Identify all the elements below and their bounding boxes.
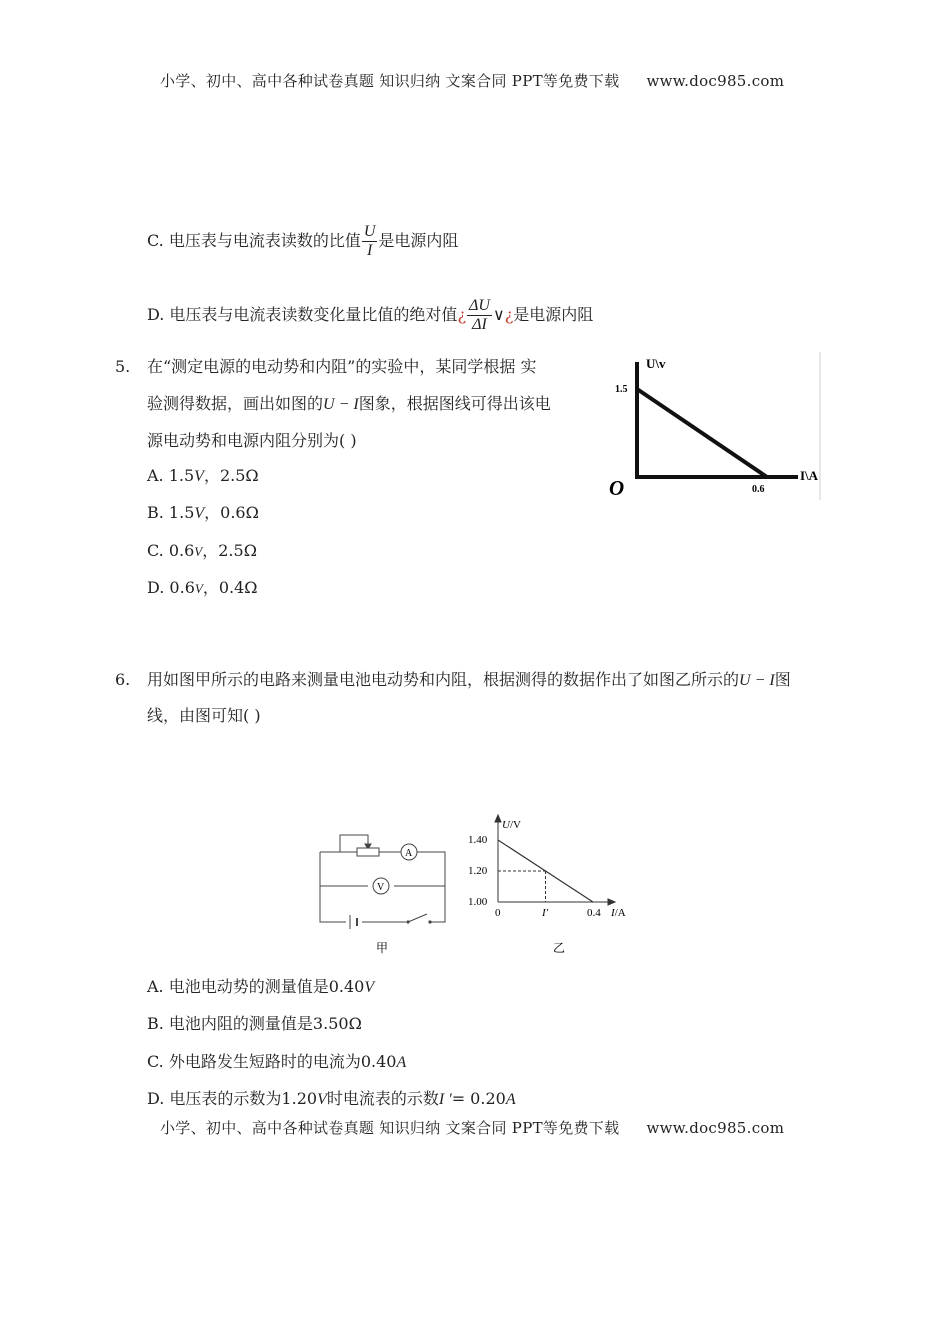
footer-url: www.doc985.com [646, 1119, 785, 1137]
rheostat-icon [357, 848, 379, 856]
fraction-du-over-di: $\frac{\Delta U}{\Delta I}$ [469, 297, 490, 333]
ammeter-label: A [405, 848, 413, 859]
q5-number: 5. [115, 357, 131, 376]
q6-y-tick-1-40: 1.40 [468, 834, 488, 846]
voltmeter-label: V [377, 882, 385, 893]
page-footer [160, 1117, 784, 1138]
q5-x-tick: 0.6 [752, 484, 765, 495]
q5-stem-line3: 源电动势和电源内阻分别为( ) [147, 431, 357, 450]
q6-option-d: D. 电压表的示数为1.20V时电流表的示数I ′= 0.20A [147, 1089, 516, 1108]
header-text: 小学、初中、高中各种试卷真题 知识归纳 文案合同 PPT等免费下载 [160, 72, 620, 90]
q6-y-label: U/V [502, 819, 521, 831]
q6-x-tick-0: 0 [495, 907, 501, 919]
q6-stem-line1: 用如图甲所示的电路来测量电池电动势和内阻，根据测得的数据作出了如图乙所示的U − I图 [147, 670, 791, 689]
q6-option-b: B. 电池内阻的测量值是3.50Ω [147, 1014, 362, 1033]
q5-stem-line1: 在“测定电源的电动势和内阻”的实验中，某同学根据 实 [147, 357, 537, 376]
q5-origin-label: O [609, 476, 625, 500]
q5-option-c: C. 0.6V，2.5Ω [147, 541, 257, 560]
fraction-u-over-i: $\frac{U}{I}$ [363, 223, 376, 259]
footer-text: 小学、初中、高中各种试卷真题 知识归纳 文案合同 PPT等免费下载 [160, 1119, 620, 1137]
circuit-caption: 甲 [376, 941, 389, 955]
q5-option-d: D. 0.6V，0.4Ω [147, 578, 258, 597]
q5-option-b: B. 1.5V，0.6Ω [147, 503, 259, 522]
q6-x-tick-iprime: I′ [542, 907, 549, 919]
q6-x-axis-arrow [608, 899, 615, 905]
switch-right-contact [428, 920, 431, 923]
q5-option-a: A. 1.5V，2.5Ω [147, 466, 259, 485]
q5-ui-graph [600, 350, 825, 502]
q5-x-label: I\A [800, 468, 819, 483]
q6-graph-caption: 乙 [553, 941, 566, 955]
q6-stem-line2: 线，由图可知( ) [147, 706, 261, 725]
q6-number: 6. [115, 670, 131, 689]
q5-data-line [637, 389, 767, 477]
q5-stem-line2: 验测得数据，画出如图的U − I图象，根据图线可得出该电 [147, 394, 551, 413]
q5-y-label: U\v [646, 356, 666, 371]
q6-circuit-diagram [310, 825, 450, 960]
q6-option-c: C. 外电路发生短路时的电流为0.40A [147, 1052, 407, 1071]
q6-y-axis-arrow [495, 815, 501, 822]
q4-option-d: D. 电压表与电流表读数变化量比值的绝对值¿ $\frac{\Delta U}{\Delta I}$ ∨¿是电源内阻 [147, 297, 594, 333]
page-header [160, 70, 784, 91]
q6-option-a: A. 电池电动势的测量值是0.40V [147, 977, 375, 996]
q6-y-tick-1-00: 1.00 [468, 896, 488, 908]
q6-y-tick-1-20: 1.20 [468, 865, 488, 877]
q6-x-label: I/A [611, 907, 626, 919]
header-url: www.doc985.com [646, 72, 785, 90]
q4-option-c: C. 电压表与电流表读数的比值 $\frac{U}{I}$ 是电源内阻 [147, 223, 459, 259]
q6-x-tick-0-4: 0.4 [587, 907, 601, 919]
q5-y-tick: 1.5 [615, 384, 628, 395]
q6-ui-graph [465, 812, 640, 960]
